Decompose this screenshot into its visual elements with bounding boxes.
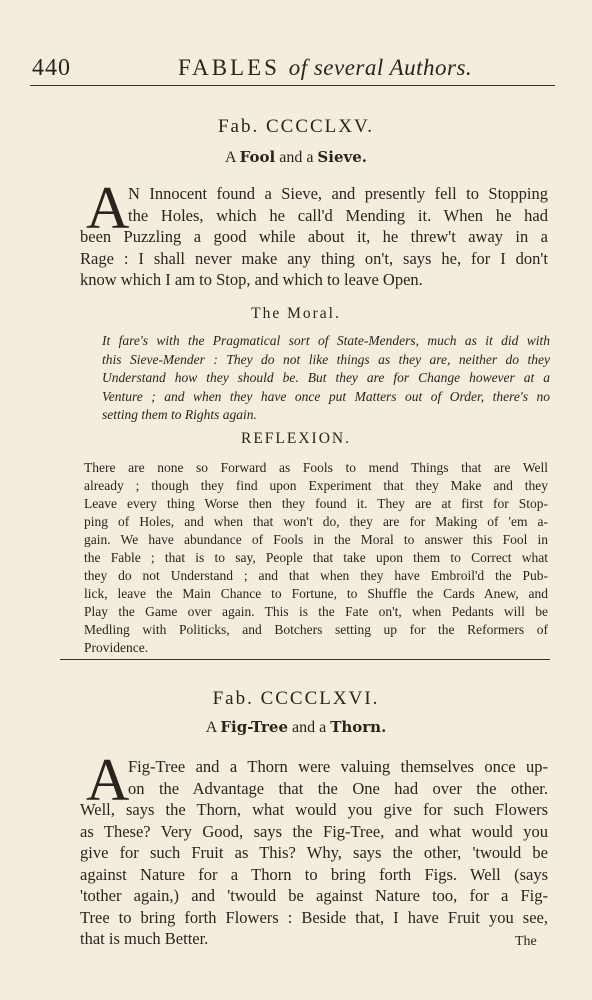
fable-title: Fab. CCCCLXVI. (212, 688, 380, 709)
page-number: 440 (32, 55, 71, 81)
fable-text (128, 756, 548, 799)
running-head-title: FABLES (178, 55, 280, 80)
fable-title: Fab. CCCCLXV. (217, 116, 375, 137)
text-line: they do not Understand ; and that when they have Embroil'd the Pub- (84, 568, 548, 583)
text-line: been Puzzling a good while about it, he threw't away in a (80, 227, 548, 246)
text-line: this Sieve-Mender : They do not like things as they are, neither do they (102, 351, 550, 367)
text-line: Understand how they should be. But they are for Change however at a (102, 370, 550, 385)
text-line: Fig-Tree and a Thorn were valuing themselves once up- (128, 757, 548, 776)
text-line: against Nature for a Thorn to bring forth Figs. Well (says (80, 864, 548, 884)
text-line: ping of Holes, and when that won't do, they are for Making of 'em a- (84, 514, 548, 529)
fable-text (80, 226, 548, 291)
text-line: Medling with Politicks, and Botchers setting up for the Reformers of (84, 622, 548, 637)
subtitle-word: Sieve. (317, 148, 367, 166)
moral-heading: The Moral. (251, 305, 341, 322)
text-line: Rage : I shall never make any thing on't, says he, for I don't (80, 248, 548, 268)
text-line: N Innocent found a Sieve, and presently fell to Stopping (128, 184, 548, 203)
drop-cap: A (86, 747, 130, 813)
text-line: know which I am to Stop, and which to leave Open. (80, 270, 423, 289)
text-line: Tree to bring forth Flowers : Beside that, I have Fruit you see, (80, 907, 548, 927)
text-line: the Fable ; that is to say, People that take upon them to Correct what (84, 550, 548, 565)
header-rule (30, 85, 555, 86)
subtitle-word: Fool (239, 148, 276, 166)
fable-subtitle (0, 148, 592, 167)
running-head-subtitle: of several Authors. (288, 55, 473, 80)
drop-cap: A (86, 175, 130, 241)
subtitle-conjunction: and a (292, 719, 327, 736)
text-line: lick, leave the Main Chance to Fortune, to Shuffle the Cards Anew, and (84, 586, 548, 601)
text-line: already ; though they find upon Experiment that they Make and they (84, 478, 548, 493)
subtitle-conjunction: and a (279, 149, 314, 166)
text-line: as These? Very Good, says the Fig-Tree, and what would you (80, 821, 548, 841)
fable-subtitle (0, 718, 592, 737)
subtitle-article: A (205, 719, 217, 736)
fable-text (80, 799, 548, 950)
fable-text (128, 183, 548, 226)
reflexion-heading: REFLEXION. (241, 430, 351, 447)
text-line: Leave every thing Worse then they found it. They are at first for Stop- (84, 496, 548, 511)
text-line: on the Advantage that the One had over the other. (128, 778, 548, 798)
subtitle-word: Fig-Tree (220, 718, 288, 736)
text-line: Venture ; and when they have once put Matters out of Order, there's no (102, 388, 550, 404)
text-line: give for such Fruit as This? Why, says the other, 'twould be (80, 843, 548, 862)
text-line: Well, says the Thorn, what would you give for such Flowers (80, 800, 548, 819)
moral-text (102, 332, 550, 425)
text-line: the Holes, which he call'd Mending it. When he had (128, 205, 548, 225)
text-line: that is much Better. (80, 929, 209, 948)
text-line: There are none so Forward as Fools to mend Things that are Well (84, 460, 548, 475)
text-line: Play the Game over again. This is the Fate on't, when Pedants will be (84, 604, 548, 619)
running-head (178, 55, 472, 81)
subtitle-article: A (225, 149, 236, 166)
subtitle-word: Thorn. (330, 718, 387, 736)
text-line: 'tother again,) and 'twould be against Nature too, for a Fig- (80, 886, 548, 905)
text-line: setting them to Rights again. (102, 407, 257, 422)
text-line: gain. We have abundance of Fools in the Moral to answer this Fool in (84, 532, 548, 547)
reflexion-text (84, 459, 548, 657)
catchword: The (515, 934, 537, 949)
text-line: It fare's with the Pragmatical sort of State-Menders, much as it did with (102, 333, 550, 348)
text-line: Providence. (84, 640, 149, 655)
page-header (30, 55, 570, 85)
section-divider (60, 659, 550, 660)
